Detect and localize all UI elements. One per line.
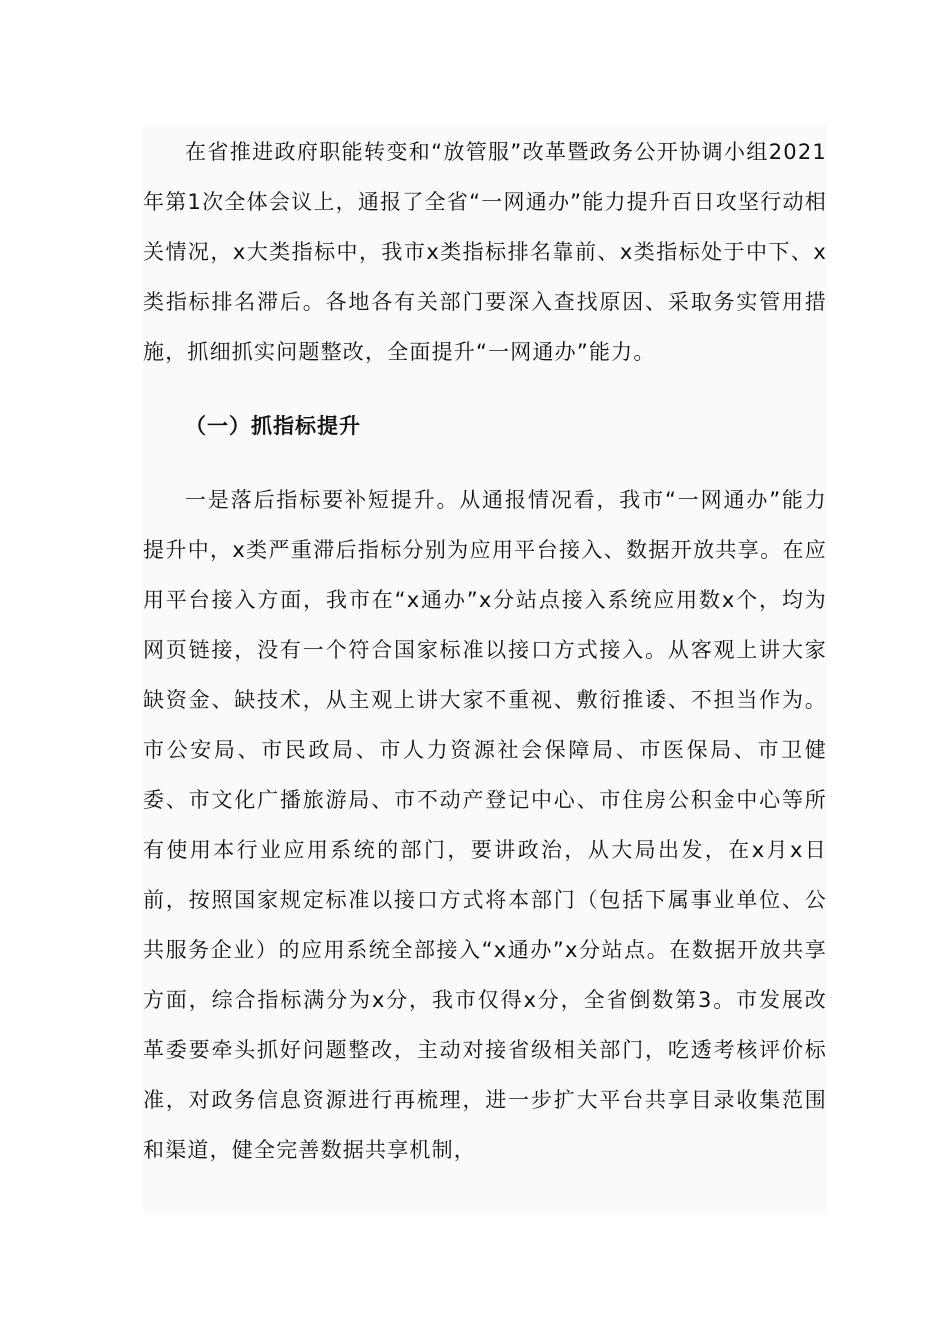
document-body xyxy=(143,124,827,1214)
section-heading: （一）抓指标提升 xyxy=(185,414,361,438)
body-paragraph: 一是落后指标要补短提升。从通报情况看，我市“一网通办”能力提升中，x类严重滞后指标分别为应用平台接入、数据开放共享。在应用平台接入方面，我市在“x通办”x分站点接入系统应用数x个，均为网页链接，没有一个符合国家标准以接口方式接入。从客观上讲大家缺资金、缺技术，从主观上讲大家不重视、敷衍推诿、不担当作为。市公安局、市民政局、市人力资源社会保障局、市医保局、市卫健委、市文化广播旅游局、市不动产登记中心、市住房公积金中心等所有使用本行业应用系统的部门，要讲政治，从大局出发，在x月x日前，按照国家规定标准以接口方式将本部门（包括下属事业单位、公共服务企业）的应用系统全部接入“x通办”x分站点。在数据开放共享方面，综合指标满分为x分，我市仅得x分，全省倒数第3。市发展改革委要牵头抓好问题整改，主动对接省级相关部门，吃透考核评价标准，对政务信息资源进行再梳理，进一步扩大平台共享目录收集范围和渠道，健全完善数据共享机制， xyxy=(143,488,827,1162)
intro-paragraph: 在省推进政府职能转变和“放管服”改革暨政务公开协调小组2021年第1次全体会议上，通报了全省“一网通办”能力提升百日攻坚行动相关情况，x大类指标中，我市x类指标排名靠前、x类指标处于中下、x类指标排名滞后。各地各有关部门要深入查找原因、采取务实管用措施，抓细抓实问题整改，全面提升“一网通办”能力。 xyxy=(143,140,827,364)
